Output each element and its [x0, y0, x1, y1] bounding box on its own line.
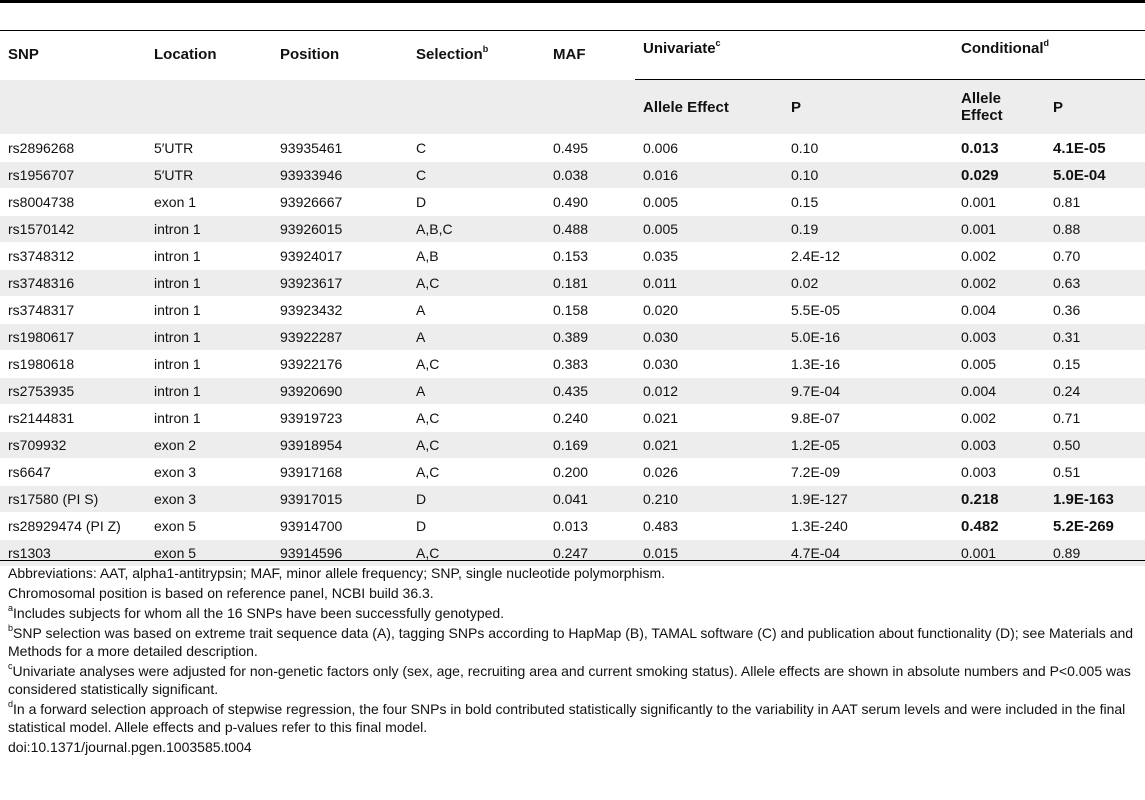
- cell-cond-p: 0.50: [1045, 432, 1145, 459]
- cell-uni-effect: 0.021: [635, 405, 783, 432]
- table-row: [0, 297, 1145, 324]
- cell-snp: rs3748316: [0, 270, 146, 297]
- cell-snp: rs3748317: [0, 297, 146, 324]
- cell-uni-p: 1.2E-05: [783, 432, 953, 459]
- cell-cond-p: 4.1E-05: [1045, 135, 1145, 162]
- cell-position: 93917015: [272, 486, 408, 513]
- cell-cond-p: 0.31: [1045, 324, 1145, 351]
- table-footnotes: [8, 564, 1145, 758]
- cell-uni-effect: 0.006: [635, 135, 783, 162]
- cell-uni-effect: 0.016: [635, 162, 783, 189]
- cell-snp: rs3748312: [0, 243, 146, 270]
- cell-maf: 0.158: [545, 297, 635, 324]
- cell-location: exon 3: [146, 486, 272, 513]
- cell-selection: A,C: [408, 405, 545, 432]
- cell-maf: 0.169: [545, 432, 635, 459]
- cell-uni-p: 9.8E-07: [783, 405, 953, 432]
- cell-uni-effect: 0.012: [635, 378, 783, 405]
- cell-selection: A: [408, 324, 545, 351]
- cell-selection: A,B: [408, 243, 545, 270]
- cell-maf: 0.435: [545, 378, 635, 405]
- header-position: Position: [280, 46, 340, 64]
- cell-uni-p: 7.2E-09: [783, 459, 953, 486]
- header-selection: Selection$^b$: [416, 44, 489, 64]
- cell-snp: rs28929474 (PI Z): [0, 513, 146, 540]
- cell-cond-p: 0.24: [1045, 378, 1145, 405]
- cell-uni-effect: 0.026: [635, 459, 783, 486]
- cell-selection: A,C: [408, 459, 545, 486]
- cell-cond-effect: 0.001: [953, 189, 1045, 216]
- cell-snp: rs2144831: [0, 405, 146, 432]
- cell-selection: A,B,C: [408, 216, 545, 243]
- cell-uni-p: 1.3E-240: [783, 513, 953, 540]
- table-top-rule: [0, 0, 1145, 31]
- cell-maf: 0.383: [545, 351, 635, 378]
- cell-cond-effect: 0.002: [953, 405, 1045, 432]
- cell-maf: 0.495: [545, 135, 635, 162]
- table-row: [0, 459, 1145, 486]
- cell-cond-p: 0.15: [1045, 351, 1145, 378]
- cell-cond-effect: 0.002: [953, 270, 1045, 297]
- cell-uni-p: 1.3E-16: [783, 351, 953, 378]
- cell-uni-p: 0.15: [783, 189, 953, 216]
- note-b: $^b$SNP selection was based on extreme trait sequence data (A), tagging SNPs according to HapMap (B), TAMAL software (C) and publication about functionality (D); see Materials and Methods for a more detailed description.: [8, 623, 1134, 659]
- cell-position: 93926015: [272, 216, 408, 243]
- cell-selection: D: [408, 513, 545, 540]
- cell-cond-p: 0.89: [1045, 540, 1145, 567]
- cell-maf: 0.247: [545, 540, 635, 567]
- cell-uni-p: 0.02: [783, 270, 953, 297]
- cell-cond-effect: 0.003: [953, 324, 1045, 351]
- cell-location: exon 5: [146, 540, 272, 567]
- cell-position: 93919723: [272, 405, 408, 432]
- cell-location: intron 1: [146, 297, 272, 324]
- note-chromosomal: Chromosomal position is based on reference panel, NCBI build 36.3.: [8, 585, 434, 601]
- cell-position: 93923617: [272, 270, 408, 297]
- cell-maf: 0.153: [545, 243, 635, 270]
- cell-maf: 0.181: [545, 270, 635, 297]
- cell-location: intron 1: [146, 243, 272, 270]
- cell-uni-effect: 0.015: [635, 540, 783, 567]
- cell-maf: 0.041: [545, 486, 635, 513]
- cell-uni-p: 5.0E-16: [783, 324, 953, 351]
- cell-location: exon 3: [146, 459, 272, 486]
- table-row: [0, 270, 1145, 297]
- cell-position: 93922176: [272, 351, 408, 378]
- table-bottom-rule: [0, 560, 1145, 561]
- table-row: [0, 432, 1145, 459]
- header-maf: MAF: [553, 46, 586, 64]
- cell-uni-p: 9.7E-04: [783, 378, 953, 405]
- cell-uni-effect: 0.021: [635, 432, 783, 459]
- table-row: [0, 135, 1145, 162]
- cell-uni-effect: 0.005: [635, 189, 783, 216]
- cell-position: 93917168: [272, 459, 408, 486]
- cell-snp: rs2896268: [0, 135, 146, 162]
- cell-selection: D: [408, 486, 545, 513]
- cell-cond-effect: 0.002: [953, 243, 1045, 270]
- cell-cond-p: 0.70: [1045, 243, 1145, 270]
- cell-selection: A: [408, 297, 545, 324]
- header-univariate: Univariate$^c$: [635, 30, 953, 80]
- cell-uni-effect: 0.030: [635, 324, 783, 351]
- table-row: [0, 216, 1145, 243]
- cell-maf: 0.389: [545, 324, 635, 351]
- cell-position: 93918954: [272, 432, 408, 459]
- cell-snp: rs1980617: [0, 324, 146, 351]
- cell-location: 5′UTR: [146, 135, 272, 162]
- cell-selection: A: [408, 378, 545, 405]
- cell-location: intron 1: [146, 216, 272, 243]
- cell-position: 93920690: [272, 378, 408, 405]
- cell-cond-p: 0.88: [1045, 216, 1145, 243]
- cell-snp: rs17580 (PI S): [0, 486, 146, 513]
- cell-cond-p: 0.36: [1045, 297, 1145, 324]
- cell-uni-p: 5.5E-05: [783, 297, 953, 324]
- table-row: [0, 540, 1145, 567]
- cell-snp: rs1303: [0, 540, 146, 567]
- cell-selection: A,C: [408, 270, 545, 297]
- cell-cond-effect: 0.004: [953, 378, 1045, 405]
- cell-cond-effect: 0.001: [953, 540, 1045, 567]
- note-doi: doi:10.1371/journal.pgen.1003585.t004: [8, 739, 252, 755]
- table-row: [0, 162, 1145, 189]
- cell-snp: rs6647: [0, 459, 146, 486]
- cell-cond-effect: 0.003: [953, 432, 1045, 459]
- cell-maf: 0.013: [545, 513, 635, 540]
- cell-cond-p: 5.2E-269: [1045, 513, 1145, 540]
- table-row: [0, 324, 1145, 351]
- header-univariate-allele-effect: Allele Effect: [643, 98, 729, 116]
- header-conditional: Conditional$^d$: [953, 30, 1145, 80]
- snp-association-table: [0, 30, 1145, 566]
- cell-selection: A,C: [408, 351, 545, 378]
- cell-position: 93922287: [272, 324, 408, 351]
- cell-location: exon 2: [146, 432, 272, 459]
- table-row: [0, 189, 1145, 216]
- cell-cond-effect: 0.003: [953, 459, 1045, 486]
- cell-cond-effect: 0.013: [953, 135, 1045, 162]
- header-univariate-p: P: [791, 98, 802, 116]
- cell-uni-p: 0.19: [783, 216, 953, 243]
- cell-uni-p: 4.7E-04: [783, 540, 953, 567]
- cell-uni-effect: 0.030: [635, 351, 783, 378]
- cell-snp: rs1956707: [0, 162, 146, 189]
- header-conditional-allele-effect: Allele Effect: [961, 90, 1003, 124]
- table-row: [0, 513, 1145, 540]
- cell-position: 93924017: [272, 243, 408, 270]
- cell-cond-effect: 0.218: [953, 486, 1045, 513]
- cell-location: exon 5: [146, 513, 272, 540]
- cell-cond-effect: 0.005: [953, 351, 1045, 378]
- cell-maf: 0.490: [545, 189, 635, 216]
- cell-uni-effect: 0.020: [635, 297, 783, 324]
- header-location: Location: [154, 46, 217, 64]
- cell-uni-p: 2.4E-12: [783, 243, 953, 270]
- cell-position: 93933946: [272, 162, 408, 189]
- table-row: [0, 405, 1145, 432]
- cell-selection: A,C: [408, 540, 545, 567]
- note-a: $^a$Includes subjects for whom all the 16 SNPs have been successfully genotyped.: [8, 603, 505, 621]
- cell-snp: rs1980618: [0, 351, 146, 378]
- cell-location: 5′UTR: [146, 162, 272, 189]
- cell-position: 93923432: [272, 297, 408, 324]
- cell-location: intron 1: [146, 405, 272, 432]
- table-row: [0, 486, 1145, 513]
- cell-position: 93926667: [272, 189, 408, 216]
- cell-position: 93914700: [272, 513, 408, 540]
- cell-cond-p: 1.9E-163: [1045, 486, 1145, 513]
- cell-snp: rs709932: [0, 432, 146, 459]
- cell-cond-effect: 0.029: [953, 162, 1045, 189]
- note-abbreviations: Abbreviations: AAT, alpha1-antitrypsin; MAF, minor allele frequency; SNP, single nucleotide polymorphism.: [8, 565, 666, 581]
- header-conditional-p: P: [1053, 98, 1064, 116]
- cell-selection: C: [408, 162, 545, 189]
- cell-uni-effect: 0.011: [635, 270, 783, 297]
- table-row: [0, 378, 1145, 405]
- cell-cond-p: 0.81: [1045, 189, 1145, 216]
- cell-maf: 0.038: [545, 162, 635, 189]
- cell-uni-effect: 0.483: [635, 513, 783, 540]
- cell-cond-p: 0.63: [1045, 270, 1145, 297]
- cell-cond-effect: 0.001: [953, 216, 1045, 243]
- cell-cond-p: 5.0E-04: [1045, 162, 1145, 189]
- cell-cond-p: 0.51: [1045, 459, 1145, 486]
- cell-selection: A,C: [408, 432, 545, 459]
- table-row: [0, 243, 1145, 270]
- cell-location: intron 1: [146, 270, 272, 297]
- cell-selection: C: [408, 135, 545, 162]
- header-snp: SNP: [8, 46, 39, 64]
- cell-cond-p: 0.71: [1045, 405, 1145, 432]
- cell-location: intron 1: [146, 378, 272, 405]
- cell-selection: D: [408, 189, 545, 216]
- cell-uni-p: 0.10: [783, 135, 953, 162]
- cell-maf: 0.200: [545, 459, 635, 486]
- note-c: $^c$Univariate analyses were adjusted for non-genetic factors only (sex, age, recruiting area and current smoking status). Allele effects are shown in absolute numbers and P<0.005 was considered statistically significant.: [8, 661, 1131, 697]
- cell-snp: rs1570142: [0, 216, 146, 243]
- cell-location: intron 1: [146, 324, 272, 351]
- cell-uni-p: 0.10: [783, 162, 953, 189]
- cell-location: intron 1: [146, 351, 272, 378]
- cell-location: exon 1: [146, 189, 272, 216]
- cell-maf: 0.240: [545, 405, 635, 432]
- cell-snp: rs8004738: [0, 189, 146, 216]
- cell-snp: rs2753935: [0, 378, 146, 405]
- cell-cond-effect: 0.482: [953, 513, 1045, 540]
- note-d: $^d$In a forward selection approach of stepwise regression, the four SNPs in bold contributed statistically significantly to the variability in AAT serum levels and were included in the final statistical model. Allele effects and p-values refer to this final model.: [8, 699, 1126, 735]
- cell-uni-p: 1.9E-127: [783, 486, 953, 513]
- cell-position: 93935461: [272, 135, 408, 162]
- cell-uni-effect: 0.035: [635, 243, 783, 270]
- cell-uni-effect: 0.210: [635, 486, 783, 513]
- cell-uni-effect: 0.005: [635, 216, 783, 243]
- table-row: [0, 351, 1145, 378]
- cell-maf: 0.488: [545, 216, 635, 243]
- cell-position: 93914596: [272, 540, 408, 567]
- cell-cond-effect: 0.004: [953, 297, 1045, 324]
